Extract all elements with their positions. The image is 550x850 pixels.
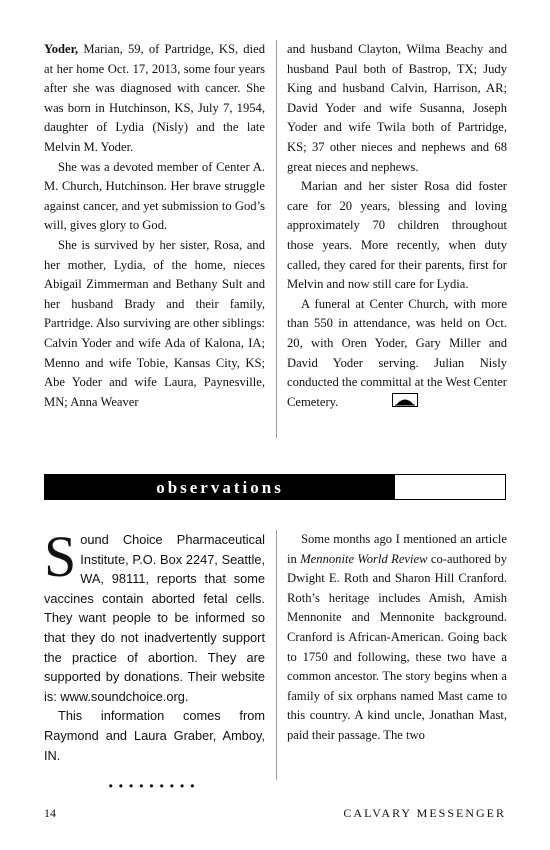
observations-paragraph-1: Sound Choice Pharmaceutical Institute, P.O. Box 2247, Seattle, WA, 98111, reports that some vaccines contain aborted fetal cells. They want people to be informed so that they do not inadvertently support the practice of abortion. They are supported by donations. Their website is: www.soundchoice.org. (44, 524, 265, 704)
column-divider-bottom (276, 530, 277, 780)
publication-name: CALVARY MESSENGER (343, 806, 506, 820)
publication-title: Mennonite World Review (300, 551, 428, 566)
section-banner (44, 474, 506, 500)
obituary-paragraph-2: She was a devoted member of Center A. M. Church, Hutchinson. Her brave struggle against cancer, and yet submission to God’s will, gives glory to God. (44, 159, 265, 233)
drop-cap: S (44, 524, 77, 589)
obituary-column-left (44, 40, 265, 412)
observations-column-left (44, 524, 265, 797)
obituary-paragraph-3-continued: and husband Clayton, Wilma Beachy and husband Paul both of Bastrop, TX; Judy King and husband Calvin, Harrison, AR; David Yoder and wife Susanna, Joseph Yoder and wife Twila both of Partridge, KS; 37 other nieces and nephews and 68 great nieces and nephews. (287, 42, 507, 174)
obituary-paragraph-5: A funeral at Center Church, with more than 550 in attendance, was held on Oct. 20, with Oren Yoder, Gary Miller and David Yoder serving. Julian Nisly conducted the committal at the West Center Cemetery. (287, 295, 507, 414)
obituary-paragraph-1: Yoder, Marian, 59, of Partridge, KS, died at her home Oct. 17, 2013, some four years after she was diagnosed with cancer. She was born in Hutchinson, KS, July 7, 1954, daughter of Lydia (Nisly) and the late Melvin M. Yoder. (44, 42, 265, 154)
observations-paragraph-right: Some months ago I mentioned an article in Mennonite World Review co-authored by Dwight E. Roth and Sharon Hill Cranford. Roth’s heritage includes Amish, Amish Mennonite and Mennonite background. Cranford is African-American. Going back to 1750 and following, these two have a common ancestor. The story begins when a family of six orphans named Mast came to this country. A kind uncle, Jonathan Mast, paid their passage. The two (287, 532, 507, 742)
column-divider-top (276, 40, 277, 438)
observations-paragraph-2: This information comes from Raymond and Laura Graber, Amboy, IN. (44, 708, 265, 763)
observations-column-right (287, 530, 507, 746)
end-ornament-icon (378, 393, 418, 414)
obituary-paragraph-4: Marian and her sister Rosa did foster care for 20 years, blessing and loving approximately 70 children throughout those years. More recently, when duty called, they cared for their parents, first for Melvin and now still care for Lydia. (287, 179, 507, 292)
obituary-paragraph-3: She is survived by her sister, Rosa, and her mother, Lydia, of the home, nieces Abigail Zimmerman and Bethany Sult and her husband Brady and their family, Partridge. Also surviving are other siblings: Calvin Yoder and wife Ada of Kalona, IA; Menno and wife Tobie, Kansas City, KS; Abe Yoder and wife Laura, Paynesville, MN; Anna Weaver (44, 237, 265, 409)
obituary-column-right (287, 40, 507, 413)
page-number: 14 (44, 806, 56, 820)
obituary-name: Yoder, (44, 42, 79, 56)
section-title: observations (156, 478, 284, 497)
section-separator-dots: ••••••••• (108, 779, 201, 794)
